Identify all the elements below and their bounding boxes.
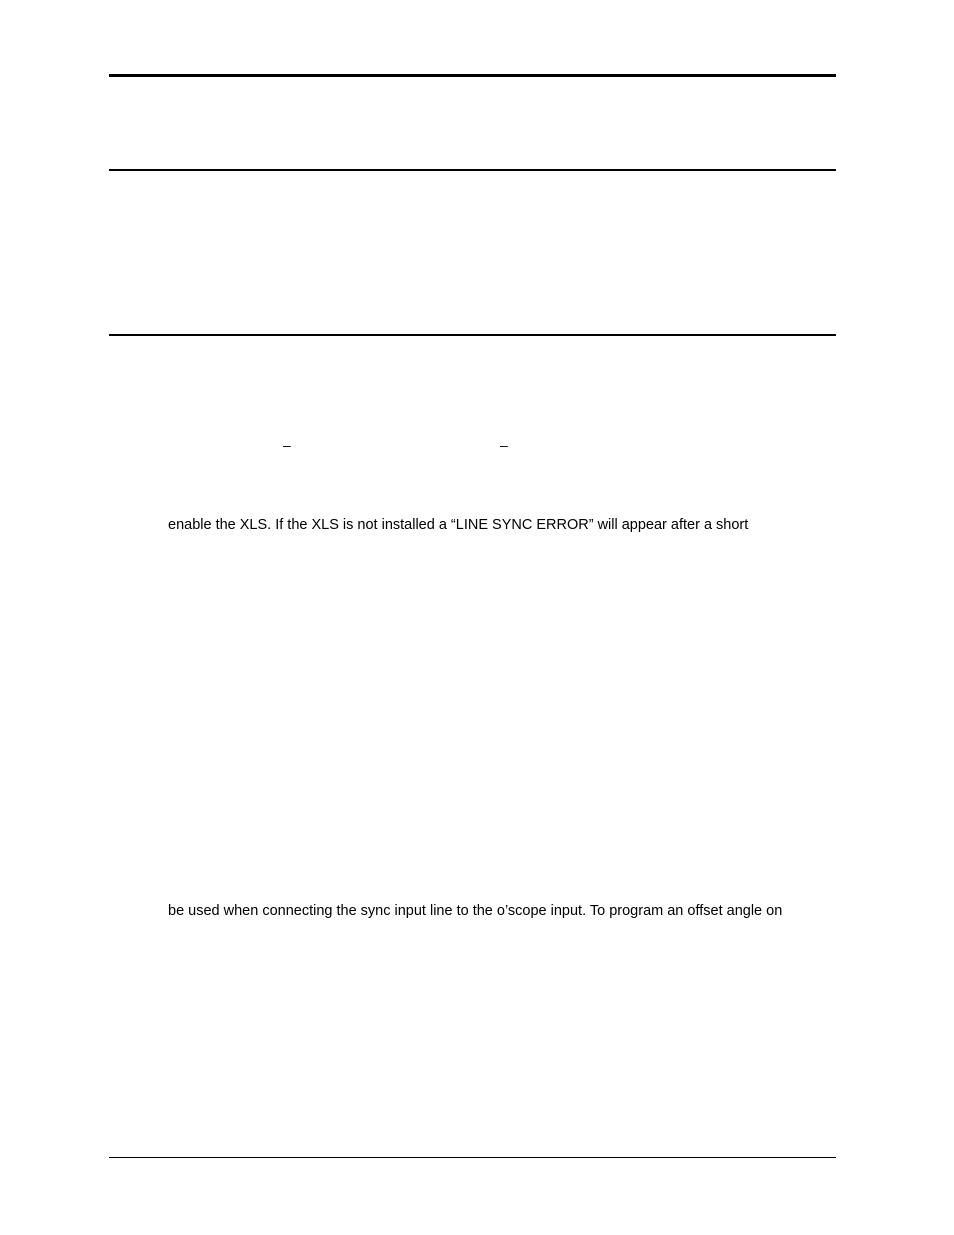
body-text-line-2: be used when connecting the sync input line to the o’scope input. To program an offset angle on xyxy=(168,903,783,919)
footer-rule xyxy=(109,1157,836,1158)
dash-fragment-2: – xyxy=(500,437,508,453)
body-text-line-1: enable the XLS. If the XLS is not installed a “LINE SYNC ERROR” will appear after a short xyxy=(168,517,749,533)
header-rule-top xyxy=(109,74,836,77)
dash-fragment-1: – xyxy=(283,437,291,453)
section-divider-2 xyxy=(109,334,836,336)
section-divider-1 xyxy=(109,169,836,171)
